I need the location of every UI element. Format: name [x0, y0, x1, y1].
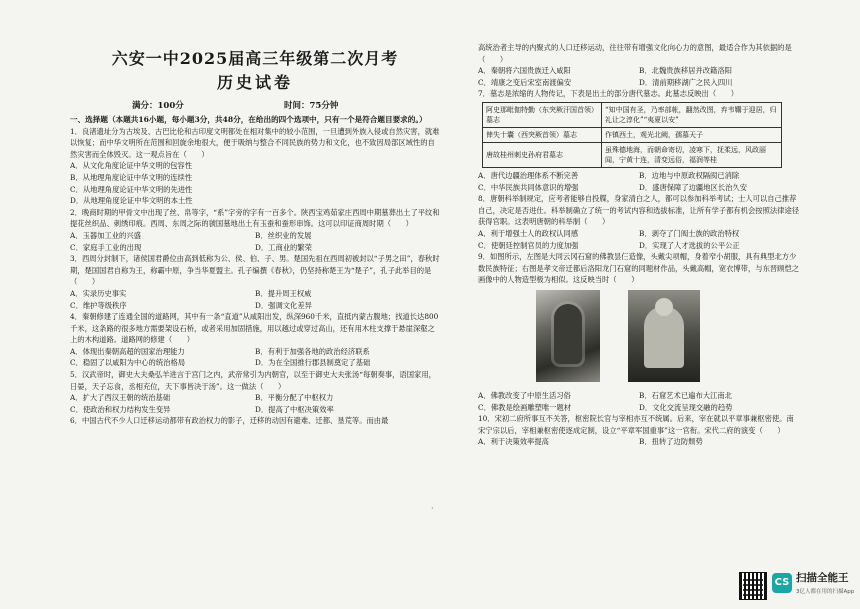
answer-option: D．盛唐保障了边疆地区长治久安 [639, 182, 748, 192]
exam-title: 六安一中2025届高三年级第二次月考 [111, 49, 399, 68]
question [478, 42, 800, 88]
question-stem: 7．墓志是浓缩的人物传记，下表是出土的部分唐代墓志。此墓志反映出（ ） [478, 89, 739, 99]
answer-option: B．平衡分配了中枢权力 [255, 393, 334, 403]
question [70, 126, 440, 207]
question-stem: 4．秦朝修建了连通全国的道路网，其中有一条“直道”从咸阳出发，纵深960千米，直抵内蒙古腹地；找道长达800千米，这条路的很多地方需要架设石桥，或者采用加固措施，用以越过或穿过高山，还有用木柱支撑于悬崖深壑之上的木构道路。道路网的修建（ ） [70, 312, 439, 345]
exam-subject: 历史试卷 [216, 73, 293, 92]
answer-option: C．佛教是绘画雕塑唯一题材 [478, 402, 572, 412]
question [70, 207, 440, 253]
answer-option: D．实现了人才选拔的公平公正 [639, 240, 740, 250]
page-mark: · [431, 504, 434, 513]
question [70, 253, 440, 311]
answer-option: D．清前期移湖广之民入四川 [639, 77, 733, 87]
question [478, 413, 800, 448]
answer-option: D．文化交流呈现交融的趋势 [639, 402, 733, 412]
answer-options [478, 170, 800, 193]
answer-option: D．强调文化差异 [255, 300, 312, 310]
question-list-right [478, 42, 800, 448]
longmen-buddha-image [628, 290, 700, 382]
answer-option: B．丝织业的发展 [255, 230, 312, 240]
epitaph-name-cell: 唐故桂州刺史孙府君墓志 [483, 142, 602, 167]
question-stem: 8．唐朝科举制规定，应考者能够自投牒，身家清白之人，都可以参加科举考试；士人可以自己推荐自己，决定是否进仕。科举制确立了统一的考试内容和选拔标准，让所有学子都有机会按照法律途径获得官职。这表明唐朝的科举制（ ） [478, 194, 800, 227]
answer-options [478, 390, 800, 413]
answer-option: C．靖康之变后宋室南渡偏安 [478, 77, 572, 87]
qr-code-icon [739, 572, 767, 600]
answer-option: C．中华民族共同体意识的增强 [478, 182, 579, 192]
answer-options [478, 65, 800, 88]
table-row [483, 127, 782, 142]
answer-option: A．体现出秦朝高超的国家治理能力 [70, 346, 185, 356]
answer-options [70, 230, 440, 253]
left-questions [70, 114, 440, 427]
answer-options [478, 228, 800, 251]
question-stem: 2．晚商时期的甲骨文中出现了丝、帛等字，“系”字旁的字有一百多个。陕西宝鸡茹家庄西周中期墓葬出土了平纹和提花丝织品、刺绣印痕。西周、东周之际的虢国墓地出土有玉蚕和蚕形串饰。这可以印证商周时期（ ） [70, 207, 440, 229]
answer-option: B．石窟艺术已遍布大江南北 [639, 390, 732, 400]
question-stem: 9．如图所示，左图是大同云冈石窟的佛教昙仨造像，头戴尖项帽，身着窄小胡服，具有典型北方少数民族特征；右图是孝文帝迁都后洛阳龙门石窟的同题材作品，头戴高帽，宽衣博带，与东晋顾恺之画像中的人物造型极为相似。这反映当时（ ） [478, 252, 800, 285]
section-heading: 一、选择题（本题共16小题，每小题3分，共48分，在给出的四个选项中，只有一个是符合题目要求的。） [70, 115, 427, 124]
question-stem: 高统治者主导的内聚式的人口迁移运动，往往带有增强文化向心力的意图，最适合作为其依据的是（ ） [478, 43, 792, 64]
epitaph-name-cell: 阿史那毗伽特勤（东突厥汗国首领）墓志 [483, 102, 602, 127]
epitaph-text-cell: “知中国有圣，乃率部帐，翻然改图，弃韦鞲于迎居，归礼让之淳化”“夷夏以安” [602, 102, 782, 127]
question [70, 415, 440, 427]
question-list-left [70, 126, 440, 427]
epitaph-text-cell: 虽殊德地海，而朝命寄切，凌寒下，抚柔远，风政丽闻，宁黄十连，清变远俗，福润等桂 [602, 142, 782, 167]
epitaph-table [482, 102, 782, 168]
question-stem: 1．良渚遗址分为古埃及、古巴比伦和古印度文明都处在相对集中的较小范围，一旦遭到外族入侵或自然灾害，就难以恢复；而中华文明所在范围和回旋余地很大，便于吸纳与整合不同民族的势力和文化，也不致因局部区域性的自然灾害而全体毁灭。这一观点旨在（ ） [70, 126, 440, 159]
answer-option: B．边地与中原政权隔阂已消除 [639, 170, 740, 180]
epitaph-text-cell: 作镇西土，观光北阙，孺慕天子 [602, 127, 782, 142]
answer-option: B．剥夺了门阀士族的政治特权 [639, 228, 740, 238]
answer-option: A．实录历史事实 [70, 288, 127, 298]
question-stem: 3．西周分封制下，诸侯国君爵位由高到低称为公、侯、伯、子、男。楚国先祖在西周初被封以“子男之田”，春秋时期，楚国国君自称为王，称霸中原，争当华夏盟主。孔子编撰《春秋》，仍坚持称楚王为“楚子”，孔子此举目的是（ ） [70, 254, 440, 287]
answer-option: B．从地理角度论证中华文明的连续性 [70, 172, 193, 182]
question [478, 193, 800, 251]
table-row [483, 142, 782, 167]
answer-option: D．提高了中枢决策效率 [255, 404, 334, 414]
question-stem: 6．中国古代不少人口迁移运动都带有政治权力的影子，迁移的动因有避难、迁都、垦荒等。而由最 [70, 416, 389, 426]
scanner-brand: 扫描全能王 [796, 572, 849, 584]
answer-option: C．家庭手工业的出现 [70, 242, 142, 252]
answer-options [70, 160, 440, 206]
answer-option: B．提升周王权威 [255, 288, 312, 298]
question-stem: 10．宋初二府所事互不关答，枢密院长官与宰相亦互不统属。后来，宰在就以平章事兼枢密使。南宋宁宗以后，宰相兼枢密使逐成定制，设立“平章军国重事”这一官衔。宋代二府的演变（ ） [478, 414, 794, 435]
yungang-buddha-image [536, 290, 600, 382]
epitaph-name-cell: 俾失十囊（西突厥首领）墓志 [483, 127, 602, 142]
answer-option: C．稳固了以咸阳为中心的统治格局 [70, 358, 186, 368]
camscanner-logo-icon: CS [772, 573, 792, 593]
answer-options [70, 392, 440, 415]
answer-option: A．玉器加工业的兴盛 [70, 230, 141, 240]
answer-option: A．秦朝将六国贵族迁入咸阳 [478, 66, 571, 76]
question [478, 251, 800, 413]
full-score: 满分：100分 [132, 101, 184, 111]
answer-option: C．维护等级秩序 [70, 300, 127, 310]
answer-option: B．有利于加强各地的政治经济联系 [255, 346, 370, 356]
answer-options [70, 346, 440, 369]
answer-option: D．从地理角度论证中华文明的本土性 [70, 196, 193, 206]
question [70, 311, 440, 369]
buddha-images [478, 286, 800, 390]
answer-option: A．唐代边疆治理体系不断完善 [478, 170, 579, 180]
answer-option: B．北魏贵族移居并改籍洛阳 [639, 66, 732, 76]
answer-option: A．佛教改变了中原生活习俗 [478, 390, 571, 400]
question [70, 369, 440, 415]
question-stem: 5．汉武帝时，御史大夫桑弘羊进言于宫门之内，武帝常引为内朝官，以至于御史大夫张汤“每朝奏事，语国家用，日晏，天子忘食，丞相充位，天下事皆决于汤”。这一做法（ ） [70, 370, 436, 391]
table-row [483, 102, 782, 127]
answer-option: A．从文化角度论证中华文明的包容性 [70, 161, 193, 171]
question [478, 88, 800, 193]
answer-option: C．使政治和权力结构发生变异 [70, 404, 171, 414]
answer-option: A．利于决策效率提高 [478, 437, 549, 447]
exam-time: 时间：75分钟 [284, 101, 339, 111]
answer-option: C．使朝廷控制官员的力度加强 [478, 240, 579, 250]
scanner-tagline: 3亿人都在用的扫描App [796, 589, 855, 595]
answer-option: B．扭转了边防颓势 [639, 437, 703, 447]
answer-option: D．工商业的繁荣 [255, 242, 312, 252]
answer-options [478, 436, 800, 448]
answer-options [70, 288, 440, 311]
answer-option: A．扩大了西汉王朝的统治基础 [70, 393, 171, 403]
answer-option: C．从地理角度论证中华文明的先进性 [70, 184, 193, 194]
answer-option: D．为在全国推行郡县制奠定了基础 [255, 358, 371, 368]
answer-option: A．利于增强士人的政权认同感 [478, 228, 579, 238]
